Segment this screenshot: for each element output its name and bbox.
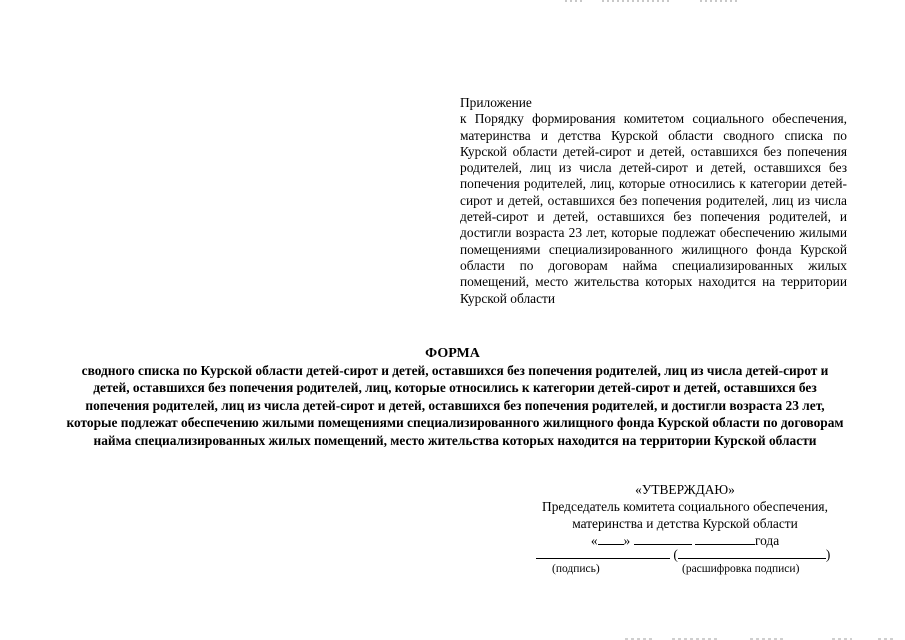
appendix-block <box>460 95 847 307</box>
form-title: ФОРМА <box>425 346 480 361</box>
year-suffix: года <box>754 533 780 548</box>
scan-artifact <box>565 0 585 2</box>
approver-position-line2: материнства и детства Курской области <box>572 516 798 531</box>
month-blank <box>634 532 692 545</box>
year-blank <box>695 532 755 545</box>
date-close-quote: » <box>623 533 631 548</box>
approval-heading: «УТВЕРЖДАЮ» <box>635 482 735 497</box>
decoding-caption: (расшифровка подписи) <box>682 563 800 575</box>
approval-block <box>520 481 850 549</box>
appendix-label: Приложение <box>460 95 532 110</box>
signature-caption: (подпись) <box>552 563 600 575</box>
decoding-paren-close: ) <box>825 547 831 562</box>
appendix-text: к Порядку формирования комитетом социального обеспечения, материнства и детства Курской области сводного списка по Курской области детей-сирот и детей, оставшихся без попечения родителей, лиц из числа детей-сирот и детей, оставшихся без попечения родителей, лиц, которые относились к категории детей-сирот и детей, оставшихся без попечения родителей, лиц из числа детей-сирот и детей, оставшихся без попечения родителей, и достигли возраста 23 лет, которые подлежат обеспечению жилыми помещениями специализированного жилищного фонда Курской области по договорам найма специализированных жилых помещений, место жительства которых находится на территории Курской области <box>460 111 847 306</box>
form-subtitle: сводного списка по Курской области детей-сирот и детей, оставшихся без попечения родителей, лиц из числа детей-сирот и детей, оставшихся без попечения родителей, лиц, которые относились к категории детей-сирот и детей, оставшихся без попечения родителей, лиц из числа детей-сирот и детей, оставшихся без попечения родителей, и достигли возраста 23 лет, которые подлежат обеспечению жилыми помещениями специализированного жилищного фонда Курской области по договорам найма специализированных жилых помещений, место жительства которых находится на территории Курской области <box>66 363 844 448</box>
decoding-paren-open: ( <box>673 547 678 562</box>
date-open-quote: « <box>590 533 598 548</box>
approver-position-line1: Председатель комитета социального обеспечения, <box>542 499 828 514</box>
day-blank <box>598 532 624 545</box>
signature-blank <box>536 546 670 559</box>
scan-artifact <box>700 0 740 2</box>
decoding-blank <box>678 546 826 559</box>
scan-artifact <box>602 0 672 2</box>
